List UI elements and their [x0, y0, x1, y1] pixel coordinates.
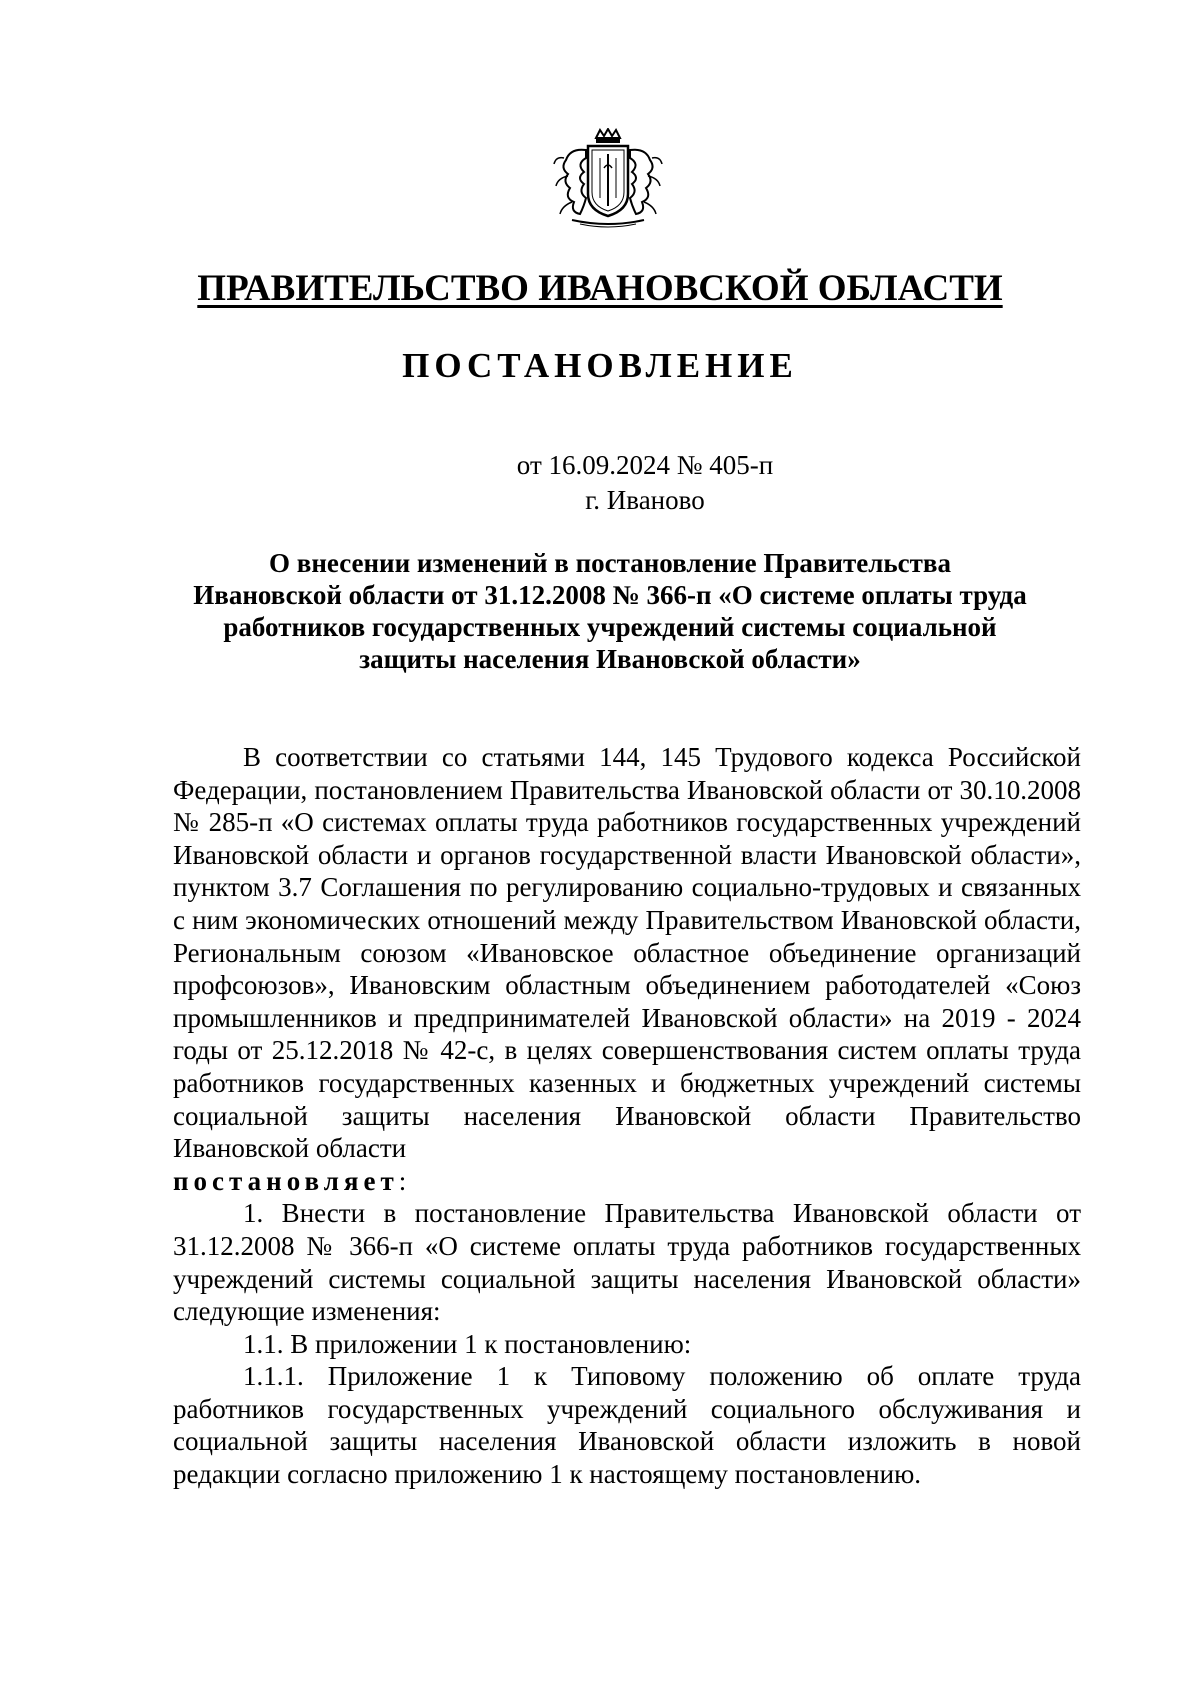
item-1: 1. Внести в постановление Правительства Ивановской области от 31.12.2008 № 366-п «О системе оплаты труда работников государственных учреждений системы социальной защиты населения Ивановской области» следующие изменения:: [173, 1198, 1081, 1327]
document-meta: [0, 448, 1200, 518]
document-body: [173, 741, 1081, 1491]
subject-line: О внесении изменений в постановление Правительства: [269, 548, 951, 578]
date-number: от 16.09.2024 № 405-п: [516, 450, 774, 480]
document-type: ПОСТАНОВЛЕНИЕ: [402, 346, 798, 385]
subject-line: Ивановской области от 31.12.2008 № 366-п «О системе оплаты труда: [193, 580, 1027, 610]
subject-line: работников государственных учреждений системы социальной: [223, 612, 997, 642]
government-title-text: ПРАВИТЕЛЬСТВО ИВАНОВСКОЙ ОБЛАСТИ: [197, 268, 1003, 309]
document-subject: [170, 547, 1050, 675]
preamble-paragraph: В соответствии со статьями 144, 145 Трудового кодекса Российской Федерации, постановлением Правительства Ивановской области от 30.10.2008 № 285-п «О системах оплаты труда работников государственных учреждений Ивановской области и органов государственной власти Ивановской области», пунктом 3.7 Соглашения по регулированию социально-трудовых и связанных с ним экономических отношений между Правительством Ивановской области, Региональным союзом «Ивановское областное объединение организаций профсоюзов», Ивановским областным объединением работодателей «Союз промышленников и предпринимателей Ивановской области» на 2019 - 2024 годы от 25.12.2018 № 42-с, в целях совершенствования систем оплаты труда работников государственных казенных и бюджетных учреждений системы социальной защиты населения Ивановской области Правительство Ивановской области: [173, 742, 1081, 1164]
coat-of-arms-emblem: [550, 128, 666, 230]
item-1-1-1: 1.1.1. Приложение 1 к Типовому положению об оплате труда работников государственных учреждений социального обслуживания и социальной защиты населения Ивановской области изложить в новой редакции согласно приложению 1 к настоящему постановлению.: [173, 1361, 1081, 1490]
government-title: [0, 266, 1200, 312]
decree-word: постановляет: [173, 1165, 399, 1196]
decree-line: [173, 1165, 1081, 1198]
city: г. Иваново: [585, 485, 705, 515]
item-1-1: 1.1. В приложении 1 к постановлению:: [243, 1328, 692, 1359]
decree-colon: :: [398, 1165, 407, 1196]
subject-line: защиты населения Ивановской области»: [359, 644, 861, 674]
